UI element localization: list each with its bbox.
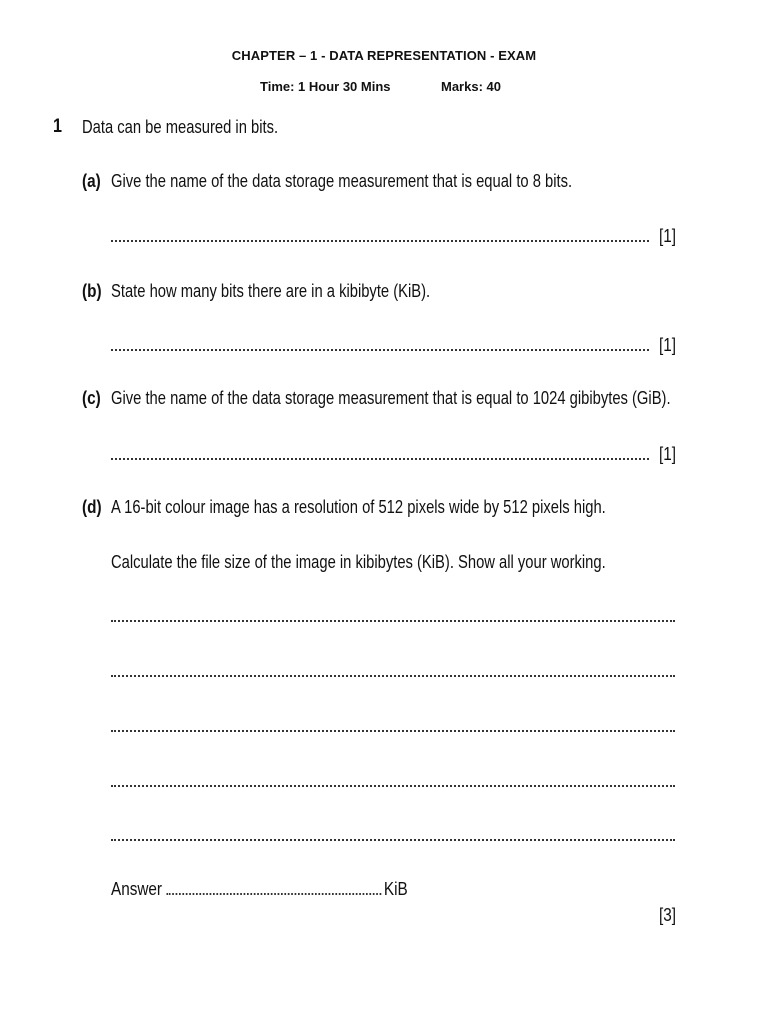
part-d-text: A 16-bit colour image has a resolution of 512 pixels wide by 512 pixels high. — [111, 497, 606, 517]
exam-title: CHAPTER – 1 - DATA REPRESENTATION - EXAM — [231, 48, 537, 63]
part-d-label: (d) — [82, 497, 102, 517]
part-a-label: (a) — [82, 171, 101, 191]
working-line[interactable] — [111, 730, 675, 732]
part-b-label: (b) — [82, 281, 102, 301]
exam-marks: Marks: 40 — [441, 79, 501, 94]
part-d-instruction: Calculate the file size of the image in kibibytes (KiB). Show all your working. — [111, 552, 606, 572]
part-b-mark: [1] — [659, 335, 677, 355]
part-d-mark: [3] — [659, 905, 677, 925]
answer-unit: KiB — [383, 879, 408, 899]
answer-label: Answer — [111, 879, 163, 899]
part-a-mark: [1] — [659, 226, 677, 246]
part-c-text: Give the name of the data storage measurement that is equal to 1024 gibibytes (GiB). — [111, 388, 671, 408]
question-stem: Data can be measured in bits. — [82, 117, 279, 137]
working-line[interactable] — [111, 620, 675, 622]
part-c-label: (c) — [82, 388, 101, 408]
part-b-text: State how many bits there are in a kibibyte (KiB). — [111, 281, 431, 301]
part-c-mark: [1] — [659, 444, 677, 464]
working-line[interactable] — [111, 785, 675, 787]
question-number: 1 — [53, 116, 62, 137]
answer-field[interactable] — [166, 893, 381, 895]
part-b-answer-line[interactable] — [111, 349, 649, 351]
working-line[interactable] — [111, 675, 675, 677]
part-a-text: Give the name of the data storage measurement that is equal to 8 bits. — [111, 171, 573, 191]
answer-row — [111, 879, 408, 900]
part-a-answer-line[interactable] — [111, 240, 649, 242]
exam-time: Time: 1 Hour 30 Mins — [260, 79, 391, 94]
working-line[interactable] — [111, 839, 675, 841]
part-c-answer-line[interactable] — [111, 458, 649, 460]
